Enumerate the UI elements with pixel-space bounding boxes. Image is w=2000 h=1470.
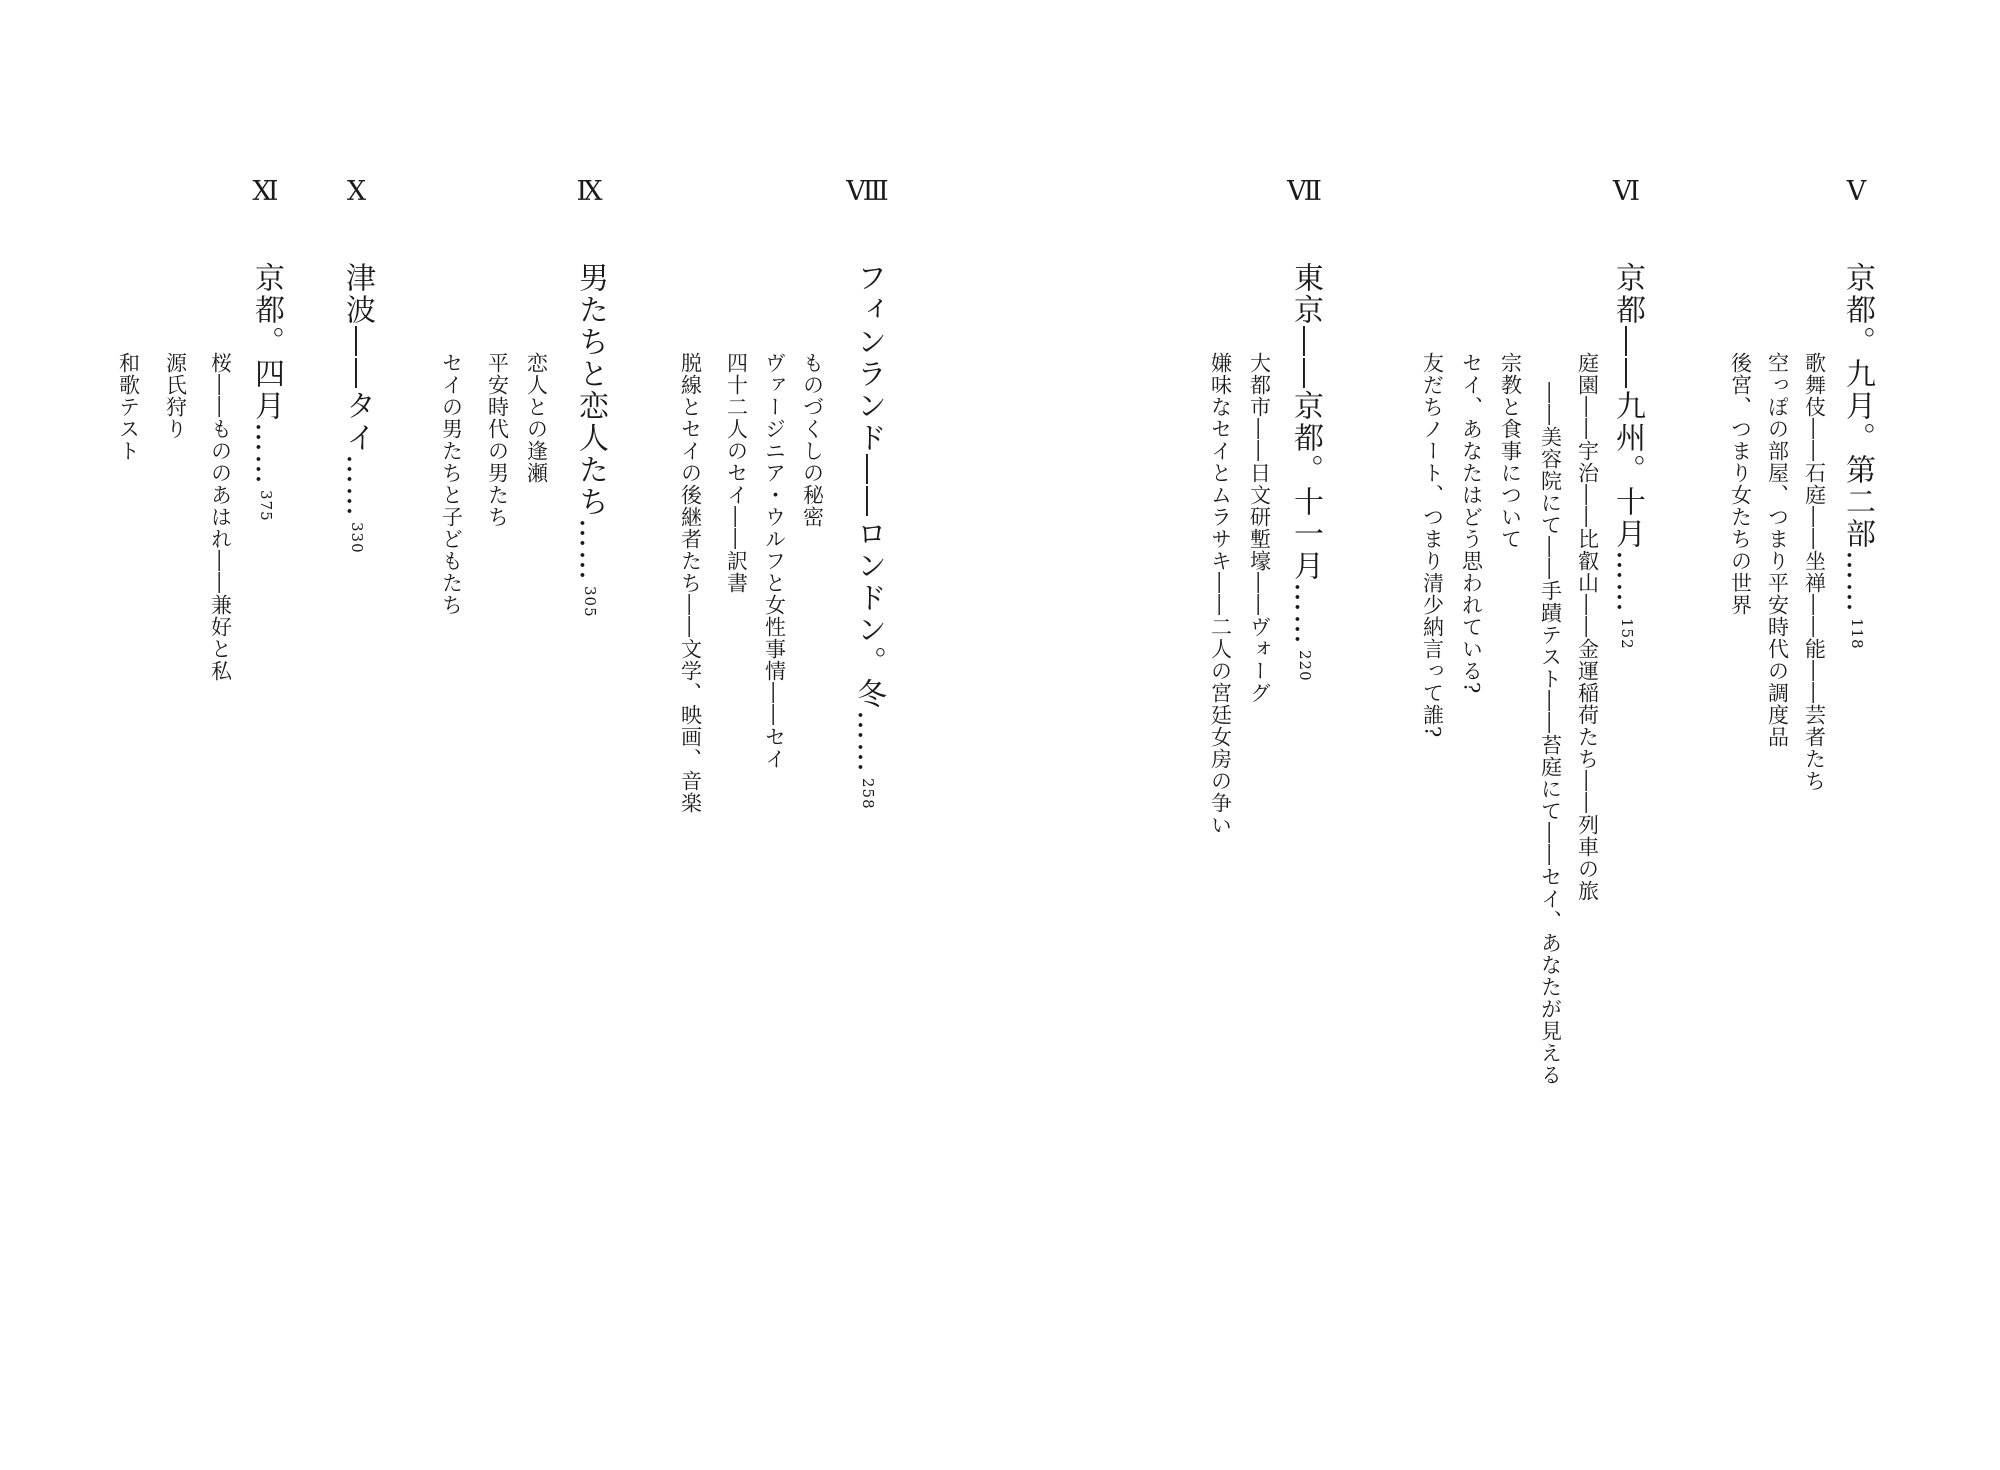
chapter-title: フィンランド――ロンドン。冬……258 <box>851 262 886 810</box>
page-number: 220 <box>1296 650 1314 682</box>
page-number: 152 <box>1618 618 1636 650</box>
page-number: 118 <box>1848 618 1866 650</box>
page-number: 258 <box>859 778 877 810</box>
chapter-item: 歌舞伎――石庭――坐禅――能――芸者たち <box>1802 352 1827 792</box>
chapter-item: 宗教と食事について <box>1498 352 1523 550</box>
chapter-item: 後宮、つまり女たちの世界 <box>1728 352 1753 616</box>
chapter-item: セイの男たちと子どもたち <box>439 352 464 616</box>
chapter-item: 源氏狩り <box>163 352 188 440</box>
dot-leader: …… <box>1840 550 1875 614</box>
chapter-numeral: Ⅹ <box>346 176 368 207</box>
chapter-numeral: Ⅸ <box>576 176 604 207</box>
dot-leader: …… <box>249 422 284 486</box>
chapter-title: 京都。九月。第二部……118 <box>1840 262 1875 650</box>
chapter-numeral: Ⅷ <box>846 176 890 207</box>
dot-leader: …… <box>1610 550 1645 614</box>
dot-leader: …… <box>1288 582 1323 646</box>
chapter-item: ものづくしの秘密 <box>800 352 825 528</box>
chapter-item: 友だちノート、つまり清少納言って誰? <box>1420 352 1445 739</box>
chapter-numeral: Ⅵ <box>1612 176 1642 207</box>
chapter-item: 大都市――日文研塹壕――ヴォーグ <box>1247 352 1272 704</box>
page-number: 375 <box>257 490 275 522</box>
chapter-title: 津波――タイ……330 <box>340 262 375 554</box>
chapter-title: 京都――九州。十月……152 <box>1610 262 1645 650</box>
chapter-item: 四十二人のセイ――訳書 <box>724 352 749 594</box>
dot-leader: …… <box>340 454 375 518</box>
chapter-numeral: Ⅺ <box>252 176 280 207</box>
chapter-item: 恋人との逢瀬 <box>524 352 549 484</box>
chapter-item: 嫌味なセイとムラサキ――二人の宮廷女房の争い <box>1208 352 1233 836</box>
page-number: 330 <box>348 522 366 554</box>
chapter-item: ヴァージニア・ウルフと女性事情――セイ <box>762 352 787 770</box>
chapter-item: ――美容院にて――手蹟テスト――苔庭にて――セイ、あなたが見える <box>1538 382 1563 1086</box>
dot-leader: …… <box>851 710 886 774</box>
chapter-item: 脱線とセイの後継者たち――文学、映画、音楽 <box>678 352 703 814</box>
chapter-title: 京都。四月……375 <box>249 262 284 522</box>
chapter-item: 空っぽの部屋、つまり平安時代の調度品 <box>1765 352 1790 748</box>
chapter-item: 平安時代の男たち <box>485 352 510 528</box>
chapter-numeral: Ⅴ <box>1846 176 1868 207</box>
chapter-item: 庭園――宇治――比叡山――金運稲荷たち――列車の旅 <box>1575 352 1600 902</box>
page-number: 305 <box>581 586 599 618</box>
chapter-item: 和歌テスト <box>116 352 141 462</box>
chapter-title: 東京――京都。十一月……220 <box>1288 262 1323 682</box>
chapter-title: 男たちと恋人たち……305 <box>573 262 608 618</box>
chapter-item: 桜――もののあはれ――兼好と私 <box>208 352 233 682</box>
dot-leader: …… <box>573 518 608 582</box>
chapter-numeral: Ⅶ <box>1287 176 1323 207</box>
chapter-item: セイ、あなたはどう思われている? <box>1459 352 1484 695</box>
